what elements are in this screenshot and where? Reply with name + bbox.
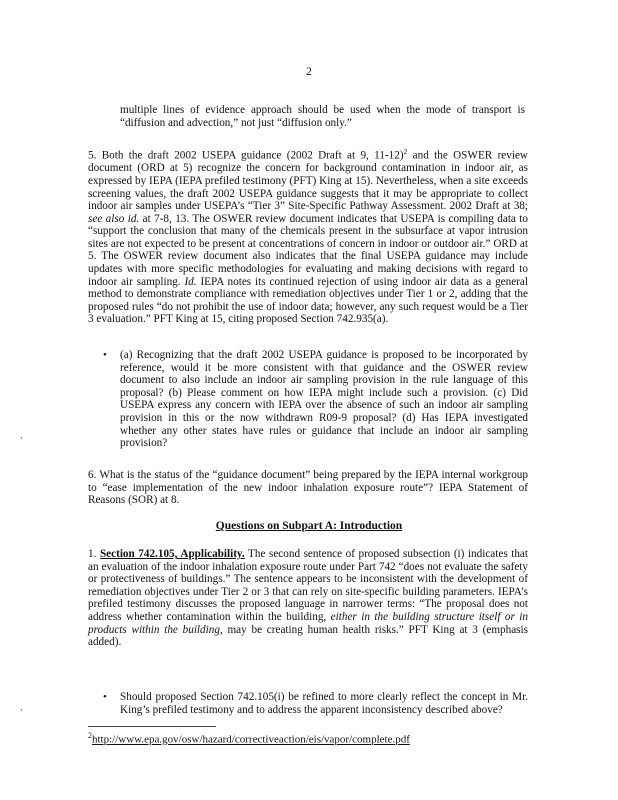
paragraph-text: What is the status of the “guidance document” being prepared by the IEPA internal workgroup to “ease implementation of the new indoor inhalation exposure route”? IEPA Statement of Reasons (SOR) at 8. (88, 469, 528, 507)
section-title: Section 742.105, Applicability. (99, 548, 245, 560)
footnote-link[interactable]: http://www.epa.gov/osw/hazard/correctiveaction/eis/vapor/complete.pdf (92, 733, 410, 746)
margin-mark: , (20, 702, 23, 713)
paragraph-text: at 7-8, 13. The OSWER review document indicates that USEPA is compiling data to “support the conclusion that many of the chemicals present in the subsurface at vapor intrusion sites are not expected to be present at concentrations of concern in indoor or outdoor air.” ORD at 5. The OSWER review document also indicates that the final USEPA guidance may include updates with more specific methodologies for evaluating and making decisions with regard to indoor air sampling. (88, 212, 528, 288)
bullet-icon: • (103, 349, 107, 361)
paragraph-text: The second sentence of proposed subsection (i) indicates that an evaluation of the indoor inhalation exposure route under Part 742 “does not evaluate the safety or protectiveness of buildings.” The sentence appears to be inconsistent with the development of remediation objectives under Tier 2 or 3 that can rely on site-specific building parameters. IEPA’s prefiled testimony discusses the proposed language in narrower terms: “The proposal does not address whether contamination within the building, (88, 548, 528, 623)
paragraph-6 (88, 469, 528, 507)
paragraph-text: IEPA notes its continued rejection of using indoor air data as a general method to demonstrate compliance with remediation objectives under Tier 1 or 2, adding that the proposed rules “do not prohibit the use of indoor data; however, any such request would be a Tier 3 evaluation.” PFT King at 15, citing proposed Section 742.935(a). (88, 275, 528, 326)
paragraph-text: may be creating human health risks.” PFT King at 3 (emphasis added). (88, 623, 528, 649)
emphasis-italic: either in the building structure itself or in products within the building, (88, 610, 529, 636)
citation-italic: Id. (184, 275, 197, 288)
footnote-divider (88, 726, 216, 727)
bullet-question-1: (a) Recognizing that the draft 2002 USEPA guidance is proposed to be incorporated by reference, would it be more consistent with that guidance and the OSWER review document to also include an indoor air sampling provision in the rule language of this proposal? (b) Please comment on how IEPA might include such a provision. (c) Did USEPA express any concern with IEPA over the absence of such an indoor air sampling provision in this or the now withdrawn R09-9 proposal? (d) Has IEPA investigated whether any other states have rules or guidance that include an indoor air sampling provision? (120, 349, 528, 450)
continuation-paragraph: multiple lines of evidence approach should be used when the mode of transport is “diffusion and advection,” not just “diffusion only.” (120, 104, 525, 129)
footnote (88, 731, 410, 746)
citation-italic: see also id. (88, 212, 140, 225)
paragraph-number: 5. (88, 149, 97, 162)
margin-mark: , (20, 430, 23, 441)
bullet-icon: • (103, 691, 107, 703)
footnote-ref: 2 (403, 147, 408, 156)
paragraph-5 (88, 146, 528, 326)
paragraph-text: and the OSWER review document (ORD at 5) recognize the concern for background contamination in indoor air, as expressed by IEPA (IEPA prefiled testimony (PFT) King at 15). Nevertheless, when a site exceeds screening values, the draft 2002 USEPA guidance suggests that it may be appropriate to collect indoor air samples under USEPA’s “Tier 3” Site-Specific Pathway Assessment. 2002 Draft at 38; (88, 149, 529, 213)
paragraph-text: Both the draft 2002 USEPA guidance (2002 Draft at 9, 11-12) (101, 149, 404, 162)
section-heading: Questions on Subpart A: Introduction (215, 520, 403, 532)
paragraph-1 (88, 548, 528, 649)
page-number: 2 (306, 66, 312, 78)
bullet-question-2: Should proposed Section 742.105(i) be refined to more clearly reflect the concept in Mr. King’s prefiled testimony and to address the apparent inconsistency described above? (120, 691, 528, 716)
paragraph-number: 6. (88, 469, 97, 481)
paragraph-number: 1. (88, 548, 97, 560)
footnote-marker: 2 (88, 731, 92, 740)
